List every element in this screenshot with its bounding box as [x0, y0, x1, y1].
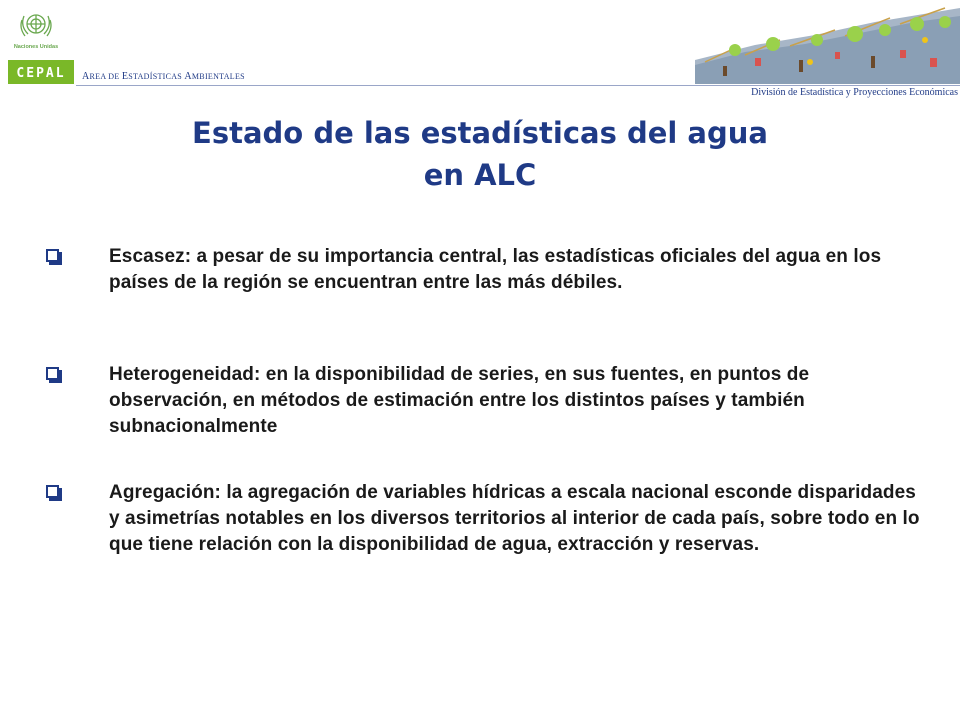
cepal-logo-text: CEPAL: [16, 66, 66, 81]
division-label: División de Estadística y Proyecciones Económicas: [751, 87, 958, 98]
cepal-logo: [8, 60, 74, 84]
bullet-item-escasez: [44, 244, 924, 296]
bullet-text: Agregación: la agregación de variables hídricas a escala nacional esconde disparidades y asimetrías notables en los diversos territorios al interior de cada país, sobre todo en lo que tiene relación con la disponibilidad de agua, extracción y reservas.: [109, 482, 920, 555]
checkbox-bullet-icon: [46, 367, 59, 380]
checkbox-bullet-icon: [46, 485, 59, 498]
bullet-text: Heterogeneidad: en la disponibilidad de series, en sus fuentes, en puntos de observación, en métodos de estimación entre los distintos países y también subnacionalmente: [109, 364, 810, 437]
un-logo-text: Naciones Unidas: [13, 44, 59, 50]
slide-title: [0, 112, 960, 196]
un-emblem-logo: [10, 6, 62, 54]
checkbox-bullet-icon: [46, 249, 59, 262]
slide-title-line-2: en ALC: [423, 158, 537, 192]
bullet-item-agregacion: [44, 480, 924, 558]
header-illustration: [695, 0, 960, 84]
area-label: AREA DE ESTADÍSTICAS AMBIENTALES: [82, 71, 245, 82]
bullet-item-heterogeneidad: [44, 362, 924, 440]
slide-title-line-1: Estado de las estadísticas del agua: [192, 116, 768, 150]
bullet-text: Escasez: a pesar de su importancia central, las estadísticas oficiales del agua en los países de la región se encuentran entre las más débiles.: [109, 246, 882, 293]
header-divider: [76, 85, 960, 86]
